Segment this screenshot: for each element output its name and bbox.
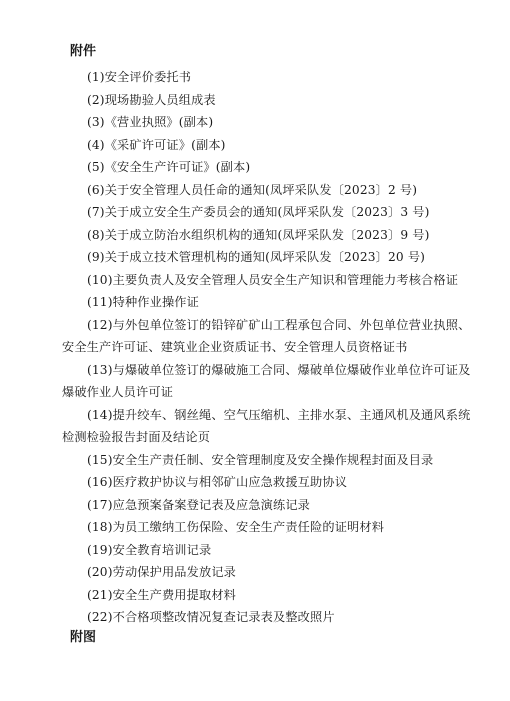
list-item: (21)安全生产费用提取材料	[87, 587, 236, 602]
list-item: (8)关于成立防治水组织机构的通知(凤坪采队发〔2023〕9 号)	[87, 227, 430, 242]
list-item: (2)现场勘验人员组成表	[87, 92, 216, 107]
figures-heading: 附图	[70, 630, 97, 645]
list-item: (15)安全生产责任制、安全管理制度及安全操作规程封面及目录	[87, 452, 434, 467]
list-item: (10)主要负责人及安全管理人员安全生产知识和管理能力考核合格证	[87, 272, 459, 287]
list-item: (6)关于安全管理人员任命的通知(凤坪采队发〔2023〕2 号)	[87, 182, 418, 197]
list-item: (13)与爆破单位签订的爆破施工合同、爆破单位爆破作业单位许可证及爆破作业人员许可证	[62, 362, 471, 399]
attachment-list	[62, 66, 472, 629]
list-item: (22)不合格项整改情况复查记录表及整改照片	[87, 610, 335, 624]
list-item: (18)为员工缴纳工伤保险、安全生产责任险的证明材料	[87, 520, 385, 534]
list-item: (1)安全评价委托书	[87, 70, 192, 84]
list-item: (9)关于成立技术管理机构的通知(凤坪采队发〔2023〕20 号)	[87, 250, 426, 264]
list-item: (14)提升绞车、钢丝绳、空气压缩机、主排水泵、主通风机及通风系统检测检验报告封面及结论页	[62, 407, 471, 444]
list-item: (3)《营业执照》(副本)	[87, 115, 214, 129]
list-item: (16)医疗救护协议与相邻矿山应急救援互助协议	[87, 475, 348, 489]
attachments-heading: 附件	[70, 44, 97, 59]
list-item: (19)安全教育培训记录	[87, 542, 212, 557]
list-item: (7)关于成立安全生产委员会的通知(凤坪采队发〔2023〕3 号)	[87, 205, 430, 219]
list-item: (12)与外包单位签订的铅锌矿矿山工程承包合同、外包单位营业执照、安全生产许可证、建筑业企业资质证书、安全管理人员资格证书	[62, 317, 471, 354]
list-item: (17)应急预案备案登记表及应急演练记录	[87, 497, 311, 512]
list-item: (5)《安全生产许可证》(副本)	[87, 160, 251, 174]
list-item: (11)特种作业操作证	[87, 295, 199, 309]
list-item: (20)劳动保护用品发放记录	[87, 565, 236, 579]
list-item: (4)《采矿许可证》(副本)	[87, 137, 226, 152]
